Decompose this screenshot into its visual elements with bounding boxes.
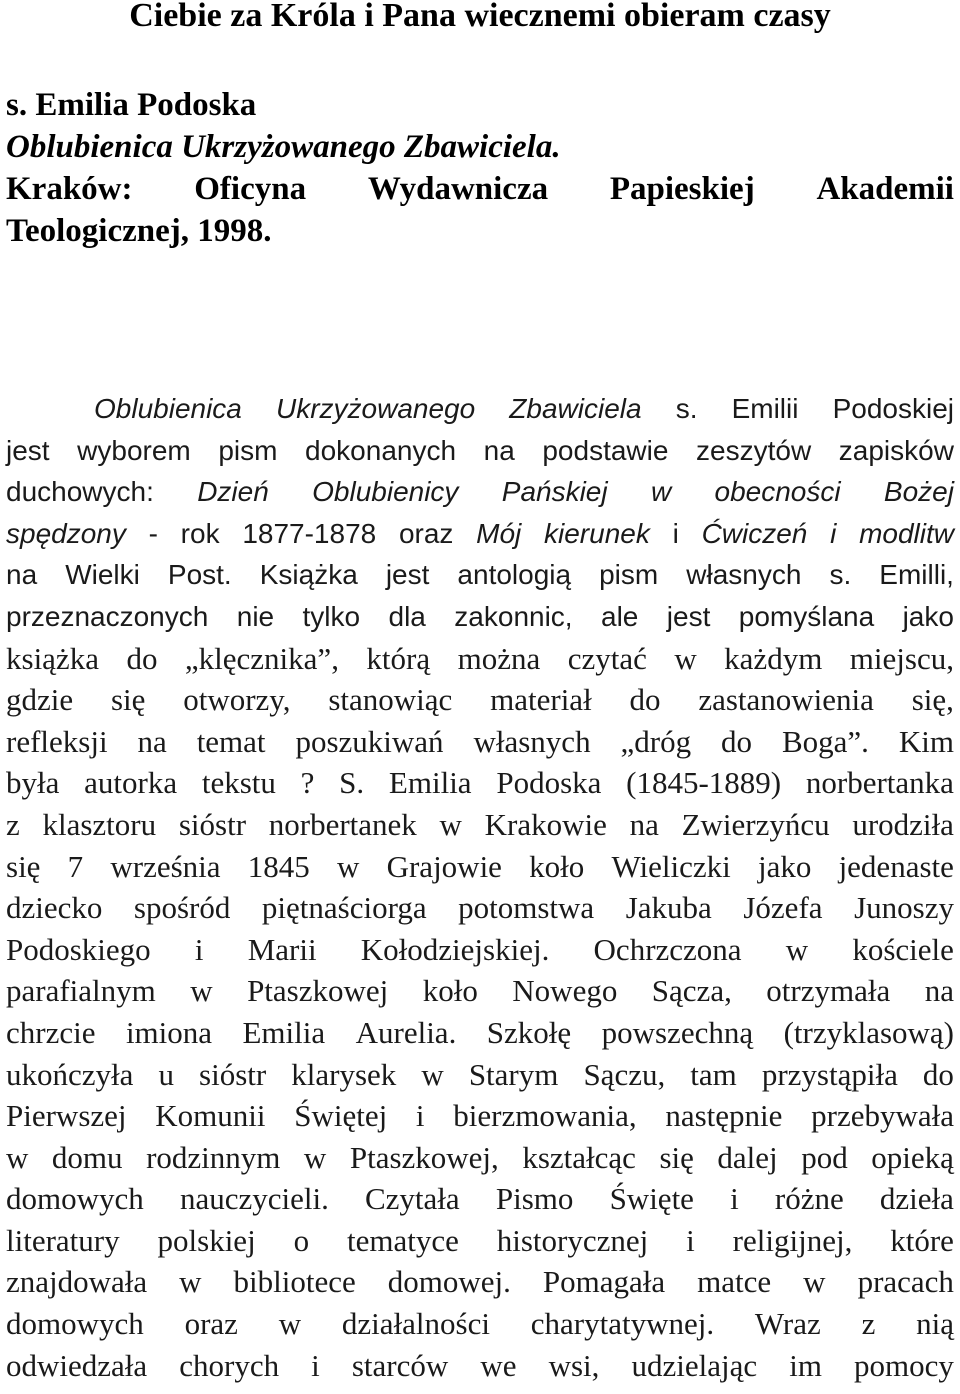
body-word: „dróg xyxy=(620,723,692,759)
body-word: oraz xyxy=(398,517,454,549)
body-word: urodziła xyxy=(852,806,954,842)
body-word: i xyxy=(686,1222,695,1258)
body-word: książka xyxy=(6,640,99,676)
body-line xyxy=(6,513,954,555)
body-word: na xyxy=(924,973,954,1009)
body-word: Emilii xyxy=(731,393,799,424)
body-word: rodzinnym xyxy=(146,1139,281,1175)
body-word: pomyślana xyxy=(738,600,875,632)
body-word: w xyxy=(674,640,697,676)
body-word: nie xyxy=(236,600,275,632)
body-line xyxy=(6,430,954,472)
body-word: różne xyxy=(774,1181,844,1217)
body-word: Podoskiego xyxy=(6,931,151,967)
body-word: i xyxy=(730,1181,739,1217)
body-line xyxy=(6,804,954,846)
body-word: każdym xyxy=(724,640,823,676)
body-word: opieką xyxy=(871,1139,954,1175)
body-word: Post. xyxy=(167,559,232,591)
body-word: Ukrzyżowanego xyxy=(275,393,476,424)
body-word: refleksji xyxy=(6,723,108,759)
reference-book-title: Oblubienica Ukrzyżowanego Zbawiciela. xyxy=(6,129,561,165)
body-word: przystąpiła xyxy=(761,1056,898,1092)
body-word: i xyxy=(311,1347,320,1383)
body-word: w xyxy=(803,1264,826,1300)
body-word: chrzcie xyxy=(6,1014,96,1050)
body-word: literatury xyxy=(6,1222,120,1258)
body-line xyxy=(6,1012,954,1054)
body-word: nią xyxy=(916,1306,954,1342)
bibliographic-reference xyxy=(6,84,954,252)
body-word: Boga”. xyxy=(781,723,869,759)
body-word: własnych xyxy=(473,723,591,759)
body-word: które xyxy=(890,1222,954,1258)
body-word: w xyxy=(190,973,213,1009)
body-word: tam xyxy=(690,1056,737,1092)
body-word: do xyxy=(629,682,661,718)
body-word: wsi, xyxy=(548,1347,600,1383)
body-word: tematyce xyxy=(346,1222,459,1258)
publisher-word: Oficyna xyxy=(194,171,307,207)
body-word: Zwierzyńcu xyxy=(681,806,830,842)
body-word: domowych xyxy=(6,1181,144,1217)
publisher-word: Wydawnicza xyxy=(367,171,549,207)
body-word: materiał xyxy=(490,682,592,718)
body-word: się xyxy=(110,682,146,718)
body-line xyxy=(6,721,954,763)
body-line xyxy=(6,1137,954,1179)
body-word: polskiej xyxy=(157,1222,256,1258)
body-word: domu xyxy=(51,1139,123,1175)
body-word: Pismo xyxy=(495,1181,574,1217)
body-line xyxy=(6,1261,954,1303)
body-word: pod xyxy=(801,1139,848,1175)
body-word: pracach xyxy=(857,1264,954,1300)
body-word: Oblubienicy xyxy=(312,476,459,508)
body-word: 7 xyxy=(67,848,84,884)
body-word: jest xyxy=(385,559,430,591)
body-word: Ochrzczona xyxy=(593,931,742,967)
body-word: 1845 xyxy=(247,848,310,884)
body-word: i xyxy=(415,1098,425,1134)
body-word: „klęcznika”, xyxy=(184,640,339,676)
body-word: Marii xyxy=(247,931,317,967)
body-word: gdzie xyxy=(6,682,74,718)
body-word: kształcąc xyxy=(522,1139,636,1175)
body-word: im xyxy=(789,1347,822,1383)
body-word: się xyxy=(6,848,41,884)
body-word: domowej. xyxy=(387,1264,511,1300)
body-word: potomstwa xyxy=(458,890,595,926)
body-word: w xyxy=(336,848,360,884)
body-word: we xyxy=(480,1347,517,1383)
body-word: charytatywnej. xyxy=(530,1306,715,1342)
body-word: s. xyxy=(829,559,852,591)
body-line xyxy=(6,1178,954,1220)
body-word: obecności xyxy=(714,476,841,508)
body-word: się, xyxy=(911,682,954,718)
body-word: modlitw xyxy=(859,517,954,549)
body-word: Wieliczki xyxy=(611,848,731,884)
body-word: w xyxy=(6,1139,29,1175)
body-word: w xyxy=(650,476,672,508)
body-word: tylko xyxy=(302,600,361,632)
body-word: na xyxy=(629,806,659,842)
body-word: sióstr xyxy=(199,1056,267,1092)
body-line xyxy=(6,388,954,430)
body-word: miejscu, xyxy=(849,640,954,676)
publisher-word: Kraków: xyxy=(6,171,133,207)
body-word: Podoskiej xyxy=(832,393,954,424)
body-word: rok xyxy=(180,517,220,549)
body-word: ale xyxy=(601,600,639,632)
body-word: jedenaste xyxy=(838,848,954,884)
body-word: Podoska xyxy=(496,765,602,801)
body-word: (trzyklasową) xyxy=(783,1014,954,1050)
body-word: (1845-1889) xyxy=(626,765,782,801)
body-word: Wielki xyxy=(65,559,140,591)
body-line xyxy=(6,970,954,1012)
body-word: temat xyxy=(196,723,266,759)
body-word: piętnaściorga xyxy=(261,890,427,926)
body-word: czytać xyxy=(567,640,647,676)
body-word: chorych xyxy=(179,1347,280,1383)
body-word: Józefa xyxy=(743,890,823,926)
body-word: Emilia xyxy=(242,1014,326,1050)
body-word: własnych xyxy=(686,559,802,591)
body-word: Pomagała xyxy=(542,1264,666,1300)
body-paragraph xyxy=(6,388,954,1386)
body-word: powszechną xyxy=(601,1014,754,1050)
body-word: Bożej xyxy=(883,476,954,508)
body-word: Dzień xyxy=(197,476,269,508)
body-word: stanowiąc xyxy=(328,682,453,718)
body-word: parafialnym xyxy=(6,973,156,1009)
body-word: religijnej, xyxy=(732,1222,853,1258)
reference-publisher-line xyxy=(6,168,954,210)
body-word: dzieła xyxy=(879,1181,954,1217)
body-word: otrzymała xyxy=(766,973,891,1009)
body-word: Szkołę xyxy=(486,1014,572,1050)
body-word: znajdowała xyxy=(6,1264,148,1300)
body-word: Ptaszkowej, xyxy=(349,1139,499,1175)
body-word: spośród xyxy=(133,890,231,926)
body-word: sióstr xyxy=(178,806,247,842)
body-word: Krakowie xyxy=(484,806,607,842)
body-line xyxy=(6,638,954,680)
body-word: Ptaszkowej xyxy=(247,973,389,1009)
body-word: i xyxy=(194,931,204,967)
body-word: dalej xyxy=(717,1139,778,1175)
body-word: Aurelia. xyxy=(355,1014,457,1050)
body-line xyxy=(6,1303,954,1345)
body-word: kierunek xyxy=(544,517,650,549)
body-word: podstawie xyxy=(542,434,669,466)
body-word: Nowego xyxy=(512,973,618,1009)
body-word: Oblubienica xyxy=(94,393,242,424)
body-word: Sączu, xyxy=(583,1056,666,1092)
body-word: spędzony xyxy=(6,517,126,549)
body-word: Jakuba xyxy=(625,890,712,926)
reference-author: s. Emilia Podoska xyxy=(6,87,257,123)
body-word: Książka xyxy=(259,559,358,591)
body-word: - xyxy=(148,517,158,549)
body-line xyxy=(6,846,954,888)
body-line xyxy=(6,1220,954,1262)
body-word: s. xyxy=(675,393,698,424)
body-word: w xyxy=(278,1306,302,1342)
body-line xyxy=(6,554,954,596)
body-word: odwiedzała xyxy=(6,1347,148,1383)
body-word: na xyxy=(483,434,515,466)
body-word: Grajowie xyxy=(386,848,502,884)
body-line xyxy=(6,1095,954,1137)
body-word: Czytała xyxy=(365,1181,460,1217)
body-word: Kim xyxy=(898,723,954,759)
body-word: oraz xyxy=(184,1306,238,1342)
publisher-word: Akademii xyxy=(816,171,954,207)
body-word: Mój xyxy=(476,517,522,549)
body-word: i xyxy=(830,517,837,549)
body-word: była xyxy=(6,765,60,801)
body-word: imiona xyxy=(125,1014,213,1050)
body-word: z xyxy=(861,1306,876,1342)
body-word: i xyxy=(672,517,679,549)
body-word: jest xyxy=(666,600,711,632)
body-word: duchowych: xyxy=(6,476,154,508)
body-word: w xyxy=(439,806,462,842)
body-word: Zbawiciela xyxy=(509,393,642,424)
body-word: Święte xyxy=(609,1181,694,1217)
body-word: można xyxy=(457,640,541,676)
body-word: tekstu xyxy=(201,765,276,801)
body-word: autorka xyxy=(84,765,178,801)
body-word: się xyxy=(659,1139,694,1175)
body-line xyxy=(6,679,954,721)
body-word: na xyxy=(6,559,38,591)
body-word: zeszytów xyxy=(696,434,812,466)
body-word: antologią xyxy=(457,559,572,591)
body-word: Starym xyxy=(468,1056,559,1092)
body-line xyxy=(6,1054,954,1096)
body-word: działalności xyxy=(341,1306,490,1342)
body-word: do xyxy=(126,640,158,676)
body-word: jest xyxy=(6,434,50,466)
body-word: następnie xyxy=(665,1098,783,1134)
body-word: Kołodziejskiej. xyxy=(360,931,550,967)
body-word: koło xyxy=(529,848,585,884)
body-word: u xyxy=(158,1056,174,1092)
body-word: 1877-1878 xyxy=(242,517,377,549)
body-word: zastanowienia xyxy=(698,682,874,718)
body-word: zakonnic, xyxy=(454,600,573,632)
body-word: o xyxy=(293,1222,310,1258)
body-line xyxy=(6,1345,954,1387)
body-word: klasztoru xyxy=(42,806,157,842)
body-line xyxy=(6,929,954,971)
body-word: nauczycieli. xyxy=(179,1181,329,1217)
body-word: Pańskiej xyxy=(501,476,608,508)
body-line xyxy=(6,887,954,929)
body-word: z xyxy=(6,806,20,842)
body-word: kościele xyxy=(852,931,954,967)
body-word: Junoszy xyxy=(854,890,954,926)
body-word: w xyxy=(303,1139,327,1175)
body-word: do xyxy=(922,1056,954,1092)
body-word: Emilli, xyxy=(879,559,954,591)
body-word: września xyxy=(110,848,221,884)
publisher-word: Papieskiej xyxy=(609,171,755,207)
body-word: bibliotece xyxy=(233,1264,356,1300)
body-word: jako xyxy=(757,848,812,884)
body-word: na xyxy=(137,723,167,759)
body-word: pomocy xyxy=(854,1347,954,1383)
body-word: pism xyxy=(218,434,278,466)
body-word: wyborem xyxy=(77,434,191,466)
body-word: starców xyxy=(351,1347,449,1383)
body-word: historycznej xyxy=(496,1222,649,1258)
body-word: w xyxy=(179,1264,202,1300)
body-word: przeznaczonych xyxy=(6,600,209,632)
body-word: poszukiwań xyxy=(295,723,444,759)
body-word: Sącza, xyxy=(651,973,732,1009)
body-word: klarysek xyxy=(291,1056,397,1092)
body-word: dokonanych xyxy=(305,434,457,466)
body-word: Emilia xyxy=(388,765,472,801)
body-word: domowych xyxy=(6,1306,144,1342)
body-word: Świętej xyxy=(294,1098,388,1134)
body-word: pism xyxy=(599,559,659,591)
body-word: w xyxy=(785,931,809,967)
body-word: ukończyła xyxy=(6,1056,134,1092)
body-word: matce xyxy=(697,1264,772,1300)
body-word: którą xyxy=(366,640,431,676)
body-word: przebywała xyxy=(811,1098,954,1134)
body-word: Komunii xyxy=(155,1098,266,1134)
body-word: Pierwszej xyxy=(6,1098,127,1134)
body-word: jako xyxy=(902,600,954,632)
body-line xyxy=(6,471,954,513)
body-line xyxy=(6,762,954,804)
body-word: ? xyxy=(300,765,315,801)
body-word: dla xyxy=(388,600,426,632)
body-line xyxy=(6,596,954,638)
body-word: udzielając xyxy=(631,1347,758,1383)
body-word: do xyxy=(721,723,753,759)
body-word: norbertanek xyxy=(268,806,417,842)
body-word: Ćwiczeń xyxy=(701,517,808,549)
body-word: zapisków xyxy=(838,434,954,466)
body-word: Wraz xyxy=(754,1306,821,1342)
reference-publisher-line-2: Teologicznej, 1998. xyxy=(6,213,272,249)
body-word: bierzmowania, xyxy=(453,1098,637,1134)
body-word: koło xyxy=(422,973,478,1009)
page-header-title: Ciebie za Króla i Pana wiecznemi obieram czasy xyxy=(129,0,831,34)
body-word: w xyxy=(421,1056,444,1092)
body-word: otworzy, xyxy=(183,682,291,718)
body-word: S. xyxy=(339,765,365,801)
body-word: dziecko xyxy=(6,890,103,926)
body-word: norbertanka xyxy=(805,765,954,801)
